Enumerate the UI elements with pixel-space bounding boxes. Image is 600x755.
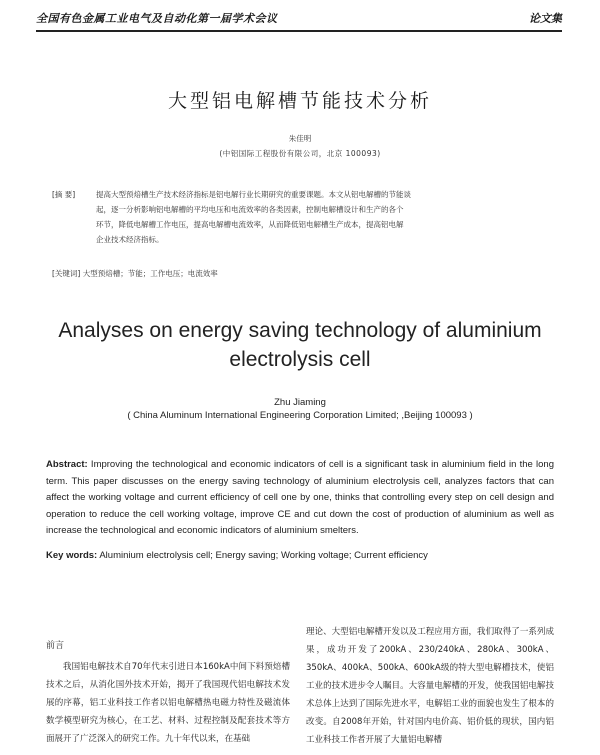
chinese-abstract (52, 187, 516, 247)
chinese-abstract-line: 提高大型预焙槽生产技术经济指标是铝电解行业长期研究的重要课题。本文从铝电解槽的节能谈 (96, 190, 411, 199)
english-title (0, 316, 600, 374)
chinese-author: 朱佳明 (288, 134, 312, 143)
english-keywords (46, 550, 554, 561)
english-title-line-2: electrolysis cell (229, 348, 371, 371)
body-left-column: 我国铝电解技术自70年代末引进日本160kA中间下料预焙槽技术之后，从消化国外技术开始，揭开了我国现代铝电解技术发展的序幕，铝工业科技工作者以铝电解槽热电磁力特性及磁流体数学模型研究为核心，在工艺、材料、过程控制及配套技术等方面展开了广泛深入的研究工作。九十年代以来，在基础 (46, 662, 290, 744)
english-abstract (46, 457, 554, 540)
chinese-keywords: [关键词] 大型预焙槽；节能；工作电压；电流效率 (52, 269, 218, 278)
chinese-abstract-line: 环节，降低电解槽工作电压，提高电解槽电流效率，从而降低铝电解槽生产成本，提高铝电解 (96, 220, 404, 229)
chinese-title: 大型铝电解槽节能技术分析 (167, 90, 432, 112)
english-keywords-label: Key words: (46, 550, 98, 561)
section-title-preface: 前言 (46, 641, 65, 651)
english-title-line-1: Analyses on energy saving technology of aluminium (58, 319, 542, 342)
running-header-right: 论文集 (529, 12, 562, 25)
english-abstract-label: Abstract: (46, 459, 88, 470)
body-right-column: 理论、大型铝电解槽开发以及工程应用方面，我们取得了一系列成果，成功开发了200kA、230/240kA、280kA、300kA、350kA、400kA、500kA、600kA级的特大型电解槽技术，使铝工业的技术进步令人瞩目。大容量电解槽的开发，使我国铝电解技术总体上达到了国际先进水平，电解铝工业的面貌也发生了根本的改变。自2008年开始，针对国内电价高、铝价低的现状，国内铝工业科技工作者开展了大量铝电解槽 (306, 627, 554, 745)
chinese-abstract-label: [摘 要] (52, 190, 76, 199)
chinese-affiliation: (中铝国际工程股份有限公司，北京 100093) (219, 149, 381, 158)
header-rule (36, 30, 562, 32)
chinese-abstract-line: 起，逐一分析影响铝电解槽的平均电压和电流效率的各类因素，控制电解槽设计和生产的各个 (96, 205, 404, 214)
chinese-abstract-line: 企业技术经济指标。 (96, 235, 164, 244)
english-affiliation: ( China Aluminum International Engineering Corporation Limited; ,Beijing 100093 ) (127, 410, 473, 421)
english-author: Zhu Jiaming (274, 397, 326, 408)
running-header-left: 全国有色金属工业电气及自动化第一届学术会议 (36, 12, 278, 25)
english-abstract-text: Improving the technological and economic indicators of cell is a significant task in aluminium field in the long term. This paper discusses on the energy saving technology of aluminium electrolysis cell, analyzes factors that can affect the working voltage and current efficiency of cell one by one, thinks that controlling every step on cell design and operation to reduce the cell working voltage, improve CE and cut down the cost of production of aluminium as well as increase the technological and economic indicators of aluminium smelters. (46, 459, 554, 537)
english-keywords-text: Aluminium electrolysis cell; Energy saving; Working voltage; Current efficiency (97, 550, 428, 561)
